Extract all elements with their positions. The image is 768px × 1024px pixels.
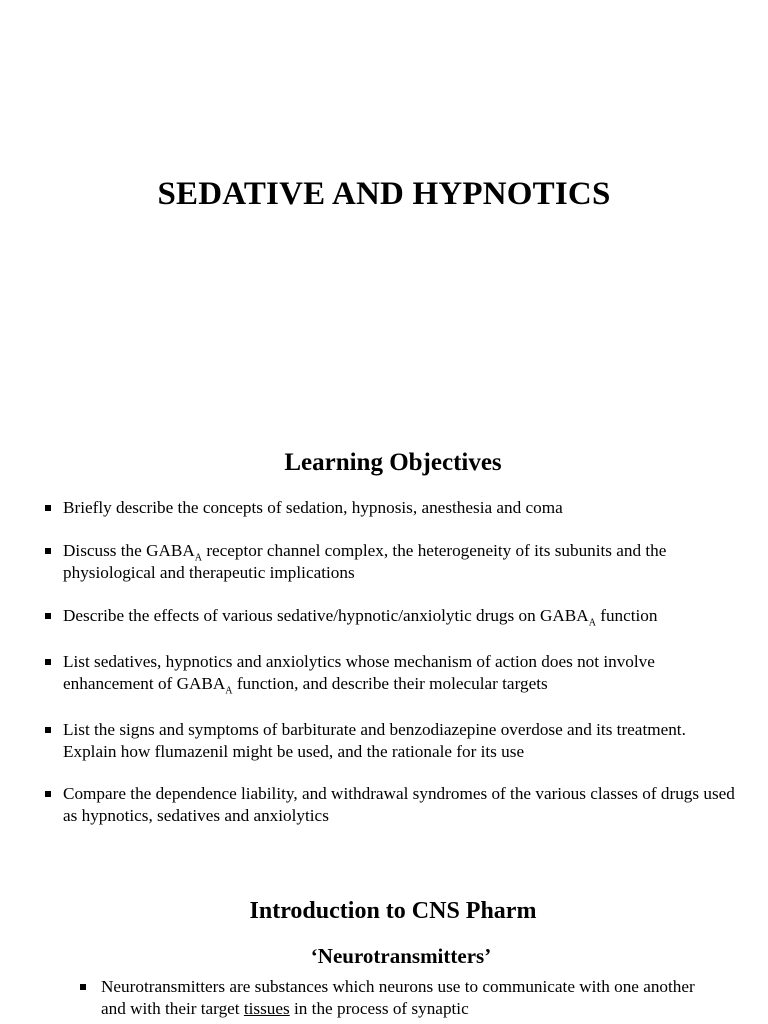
square-bullet-icon	[45, 659, 51, 665]
learning-objectives-list	[45, 497, 735, 827]
list-item	[45, 497, 735, 519]
learning-objectives-heading: Learning Objectives	[284, 449, 502, 476]
list-item	[45, 651, 735, 695]
page-title: SEDATIVE AND HYPNOTICS	[157, 176, 611, 212]
square-bullet-icon	[80, 984, 86, 990]
list-item	[80, 976, 720, 1020]
list-item	[45, 605, 735, 627]
list-item	[45, 540, 735, 584]
square-bullet-icon	[45, 548, 51, 554]
list-item	[45, 783, 735, 827]
list-item	[45, 719, 735, 763]
neurotransmitter-text: Neurotransmitters are substances which neurons use to communicate with one another and with their target tissues in the process of synaptic	[101, 977, 695, 1018]
objective-text: Discuss the $GABA_A$ receptor channel complex, the heterogeneity of its subunits and the physiological and therapeutic implications	[63, 541, 667, 582]
square-bullet-icon	[45, 791, 51, 797]
square-bullet-icon	[45, 505, 51, 511]
intro-heading: Introduction to CNS Pharm	[249, 898, 537, 924]
square-bullet-icon	[45, 727, 51, 733]
objective-text: List sedatives, hypnotics and anxiolytics whose mechanism of action does not involve enhancement of $GABA_A$ function, and describe their molecular targets	[63, 652, 655, 697]
objective-text: Briefly describe the concepts of sedation, hypnosis, anesthesia and coma	[63, 498, 563, 517]
objective-text: List the signs and symptoms of barbiturate and benzodiazepine overdose and its treatment. Explain how flumazenil might be used, and the rationale for its use	[63, 720, 686, 761]
neurotransmitters-list	[80, 976, 720, 1020]
neurotransmitters-subheading: ‘Neurotransmitters’	[310, 944, 492, 968]
square-bullet-icon	[45, 613, 51, 619]
tissues-link[interactable]: tissues	[243, 999, 290, 1018]
objective-text: Compare the dependence liability, and withdrawal syndromes of the various classes of drugs used as hypnotics, sedatives and anxiolytics	[63, 784, 735, 825]
objective-text: Describe the effects of various sedative/hypnotic/anxiolytic drugs on $GABA_A$ function	[63, 606, 658, 629]
